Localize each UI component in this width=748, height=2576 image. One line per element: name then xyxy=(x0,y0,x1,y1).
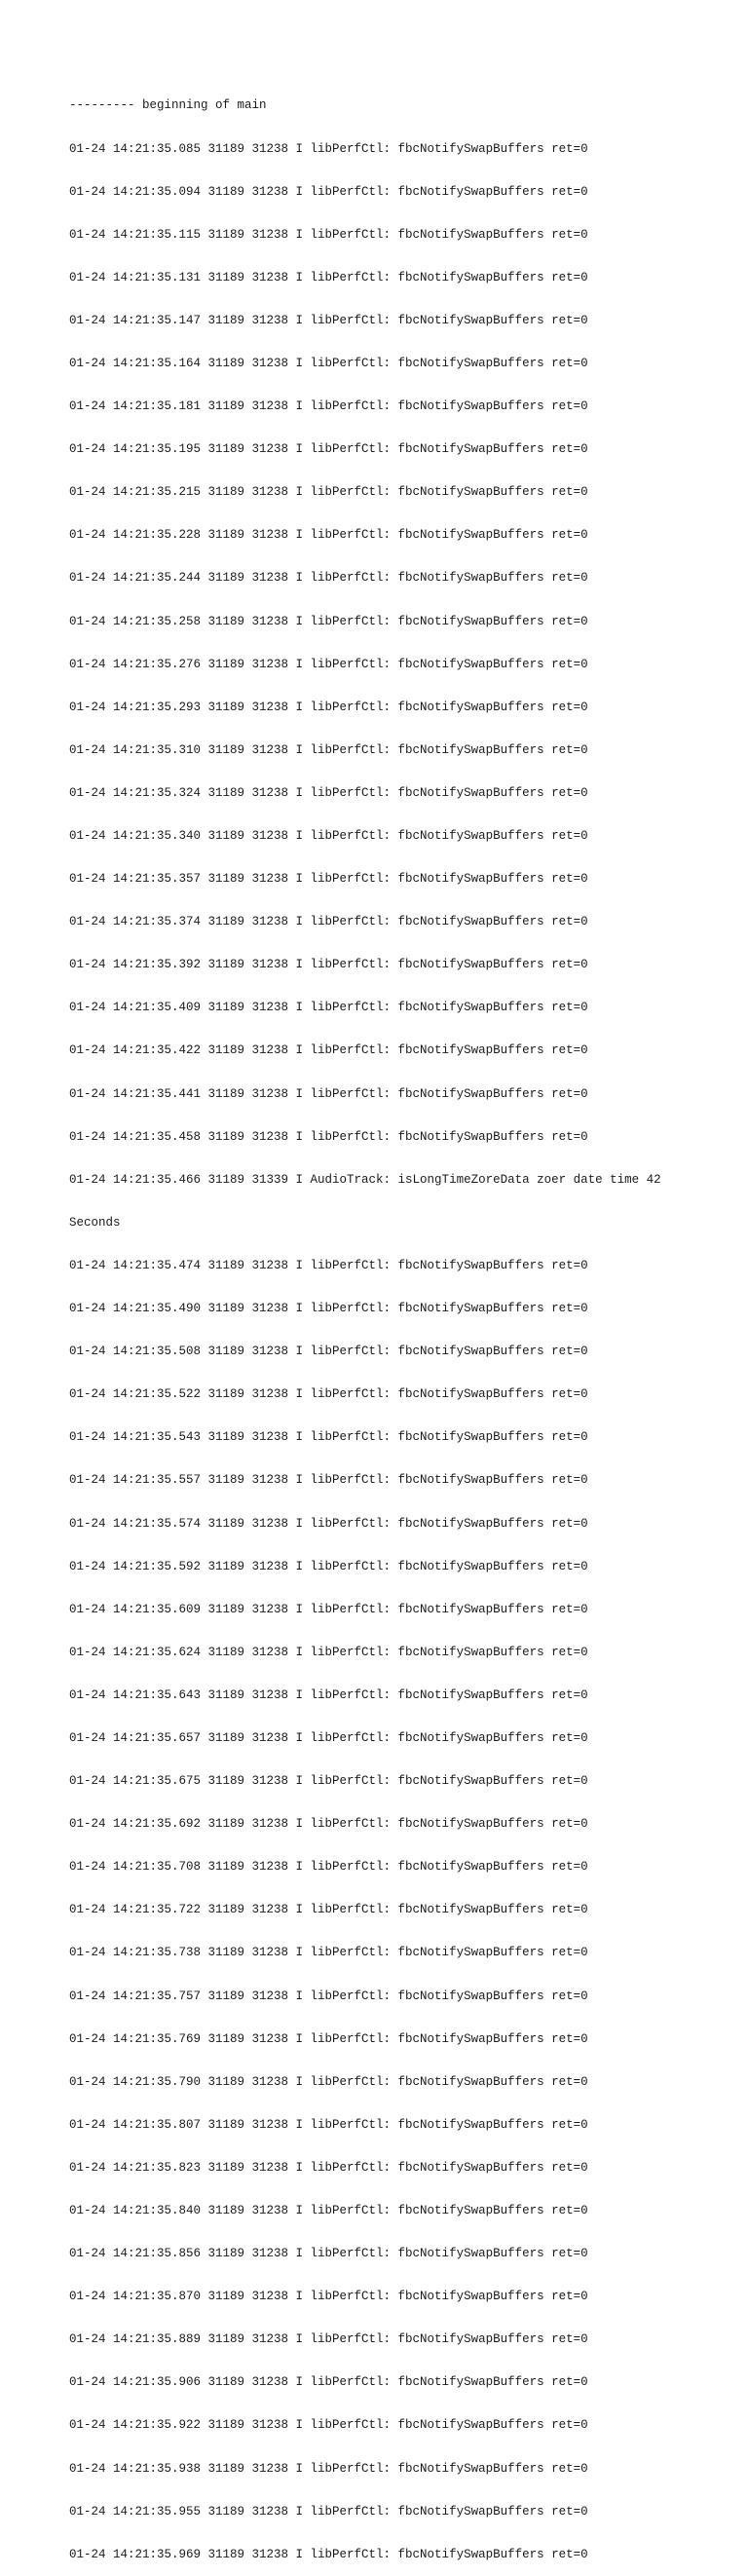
log-line: --------- beginning of main xyxy=(69,98,267,113)
log-line: 01-24 14:21:35.441 31189 31238 I libPerfCtl: fbcNotifySwapBuffers ret=0 xyxy=(69,1086,588,1101)
log-line: 01-24 14:21:35.181 31189 31238 I libPerfCtl: fbcNotifySwapBuffers ret=0 xyxy=(69,399,588,414)
log-text-block xyxy=(69,70,661,2576)
log-line: 01-24 14:21:35.340 31189 31238 I libPerfCtl: fbcNotifySwapBuffers ret=0 xyxy=(69,829,588,843)
log-line: 01-24 14:21:35.543 31189 31238 I libPerfCtl: fbcNotifySwapBuffers ret=0 xyxy=(69,1430,588,1445)
log-line: 01-24 14:21:35.738 31189 31238 I libPerfCtl: fbcNotifySwapBuffers ret=0 xyxy=(69,1946,588,1960)
log-line: 01-24 14:21:35.115 31189 31238 I libPerfCtl: fbcNotifySwapBuffers ret=0 xyxy=(69,227,588,242)
log-line: 01-24 14:21:35.374 31189 31238 I libPerfCtl: fbcNotifySwapBuffers ret=0 xyxy=(69,915,588,929)
log-line: 01-24 14:21:35.708 31189 31238 I libPerfCtl: fbcNotifySwapBuffers ret=0 xyxy=(69,1860,588,1875)
log-line: 01-24 14:21:35.823 31189 31238 I libPerfCtl: fbcNotifySwapBuffers ret=0 xyxy=(69,2160,588,2175)
log-line: 01-24 14:21:35.422 31189 31238 I libPerfCtl: fbcNotifySwapBuffers ret=0 xyxy=(69,1043,588,1058)
log-line: 01-24 14:21:35.508 31189 31238 I libPerfCtl: fbcNotifySwapBuffers ret=0 xyxy=(69,1345,588,1359)
log-line: 01-24 14:21:35.906 31189 31238 I libPerfCtl: fbcNotifySwapBuffers ret=0 xyxy=(69,2375,588,2390)
log-line: 01-24 14:21:35.131 31189 31238 I libPerfCtl: fbcNotifySwapBuffers ret=0 xyxy=(69,270,588,284)
log-line: 01-24 14:21:35.757 31189 31238 I libPerfCtl: fbcNotifySwapBuffers ret=0 xyxy=(69,1989,588,2003)
log-line: 01-24 14:21:35.522 31189 31238 I libPerfCtl: fbcNotifySwapBuffers ret=0 xyxy=(69,1387,588,1402)
log-line: 01-24 14:21:35.557 31189 31238 I libPerfCtl: fbcNotifySwapBuffers ret=0 xyxy=(69,1473,588,1488)
log-line: 01-24 14:21:35.574 31189 31238 I libPerfCtl: fbcNotifySwapBuffers ret=0 xyxy=(69,1516,588,1531)
log-line: 01-24 14:21:35.657 31189 31238 I libPerfCtl: fbcNotifySwapBuffers ret=0 xyxy=(69,1730,588,1745)
log-line: 01-24 14:21:35.392 31189 31238 I libPerfCtl: fbcNotifySwapBuffers ret=0 xyxy=(69,958,588,972)
log-line: 01-24 14:21:35.409 31189 31238 I libPerfCtl: fbcNotifySwapBuffers ret=0 xyxy=(69,1001,588,1015)
log-line: 01-24 14:21:35.807 31189 31238 I libPerfCtl: fbcNotifySwapBuffers ret=0 xyxy=(69,2117,588,2132)
log-line: 01-24 14:21:35.276 31189 31238 I libPerfCtl: fbcNotifySwapBuffers ret=0 xyxy=(69,657,588,671)
log-line: 01-24 14:21:35.324 31189 31238 I libPerfCtl: fbcNotifySwapBuffers ret=0 xyxy=(69,785,588,800)
log-line: 01-24 14:21:35.490 31189 31238 I libPerfCtl: fbcNotifySwapBuffers ret=0 xyxy=(69,1302,588,1316)
log-line: 01-24 14:21:35.840 31189 31238 I libPerfCtl: fbcNotifySwapBuffers ret=0 xyxy=(69,2204,588,2217)
log-line: 01-24 14:21:35.643 31189 31238 I libPerfCtl: fbcNotifySwapBuffers ret=0 xyxy=(69,1687,588,1702)
log-line: 01-24 14:21:35.955 31189 31238 I libPerfCtl: fbcNotifySwapBuffers ret=0 xyxy=(69,2504,588,2519)
log-line: 01-24 14:21:35.293 31189 31238 I libPerfCtl: fbcNotifySwapBuffers ret=0 xyxy=(69,700,588,714)
log-line: 01-24 14:21:35.922 31189 31238 I libPerfCtl: fbcNotifySwapBuffers ret=0 xyxy=(69,2418,588,2433)
log-line: 01-24 14:21:35.085 31189 31238 I libPerfCtl: fbcNotifySwapBuffers ret=0 xyxy=(69,141,588,156)
log-line: 01-24 14:21:35.856 31189 31238 I libPerfCtl: fbcNotifySwapBuffers ret=0 xyxy=(69,2247,588,2261)
log-line: 01-24 14:21:35.458 31189 31238 I libPerfCtl: fbcNotifySwapBuffers ret=0 xyxy=(69,1129,588,1144)
log-line: 01-24 14:21:35.889 31189 31238 I libPerfCtl: fbcNotifySwapBuffers ret=0 xyxy=(69,2332,588,2347)
log-line: 01-24 14:21:35.310 31189 31238 I libPerfCtl: fbcNotifySwapBuffers ret=0 xyxy=(69,742,588,757)
log-line: 01-24 14:21:35.624 31189 31238 I libPerfCtl: fbcNotifySwapBuffers ret=0 xyxy=(69,1645,588,1659)
log-line: 01-24 14:21:35.357 31189 31238 I libPerfCtl: fbcNotifySwapBuffers ret=0 xyxy=(69,872,588,887)
log-line: 01-24 14:21:35.244 31189 31238 I libPerfCtl: fbcNotifySwapBuffers ret=0 xyxy=(69,571,588,586)
log-line: 01-24 14:21:35.258 31189 31238 I libPerfCtl: fbcNotifySwapBuffers ret=0 xyxy=(69,614,588,628)
log-line: 01-24 14:21:35.675 31189 31238 I libPerfCtl: fbcNotifySwapBuffers ret=0 xyxy=(69,1774,588,1789)
log-line: 01-24 14:21:35.228 31189 31238 I libPerfCtl: fbcNotifySwapBuffers ret=0 xyxy=(69,528,588,543)
log-line: 01-24 14:21:35.870 31189 31238 I libPerfCtl: fbcNotifySwapBuffers ret=0 xyxy=(69,2290,588,2304)
log-line: 01-24 14:21:35.769 31189 31238 I libPerfCtl: fbcNotifySwapBuffers ret=0 xyxy=(69,2031,588,2046)
log-line: 01-24 14:21:35.722 31189 31238 I libPerfCtl: fbcNotifySwapBuffers ret=0 xyxy=(69,1903,588,1917)
log-line: 01-24 14:21:35.692 31189 31238 I libPerfCtl: fbcNotifySwapBuffers ret=0 xyxy=(69,1817,588,1832)
log-line: 01-24 14:21:35.609 31189 31238 I libPerfCtl: fbcNotifySwapBuffers ret=0 xyxy=(69,1602,588,1616)
log-line: Seconds xyxy=(69,1215,121,1230)
log-line: 01-24 14:21:35.790 31189 31238 I libPerfCtl: fbcNotifySwapBuffers ret=0 xyxy=(69,2074,588,2089)
log-line: 01-24 14:21:35.195 31189 31238 I libPerfCtl: fbcNotifySwapBuffers ret=0 xyxy=(69,442,588,457)
log-line: 01-24 14:21:35.164 31189 31238 I libPerfCtl: fbcNotifySwapBuffers ret=0 xyxy=(69,356,588,370)
log-line: 01-24 14:21:35.215 31189 31238 I libPerfCtl: fbcNotifySwapBuffers ret=0 xyxy=(69,485,588,500)
log-line: 01-24 14:21:35.938 31189 31238 I libPerfCtl: fbcNotifySwapBuffers ret=0 xyxy=(69,2461,588,2476)
log-line: 01-24 14:21:35.466 31189 31339 I AudioTrack: isLongTimeZoreData zoer date time 42 xyxy=(69,1172,661,1187)
log-line: 01-24 14:21:35.474 31189 31238 I libPerfCtl: fbcNotifySwapBuffers ret=0 xyxy=(69,1258,588,1272)
log-line: 01-24 14:21:35.094 31189 31238 I libPerfCtl: fbcNotifySwapBuffers ret=0 xyxy=(69,184,588,199)
log-line: 01-24 14:21:35.592 31189 31238 I libPerfCtl: fbcNotifySwapBuffers ret=0 xyxy=(69,1559,588,1573)
log-line: 01-24 14:21:35.969 31189 31238 I libPerfCtl: fbcNotifySwapBuffers ret=0 xyxy=(69,2547,588,2561)
log-line: 01-24 14:21:35.147 31189 31238 I libPerfCtl: fbcNotifySwapBuffers ret=0 xyxy=(69,313,588,327)
